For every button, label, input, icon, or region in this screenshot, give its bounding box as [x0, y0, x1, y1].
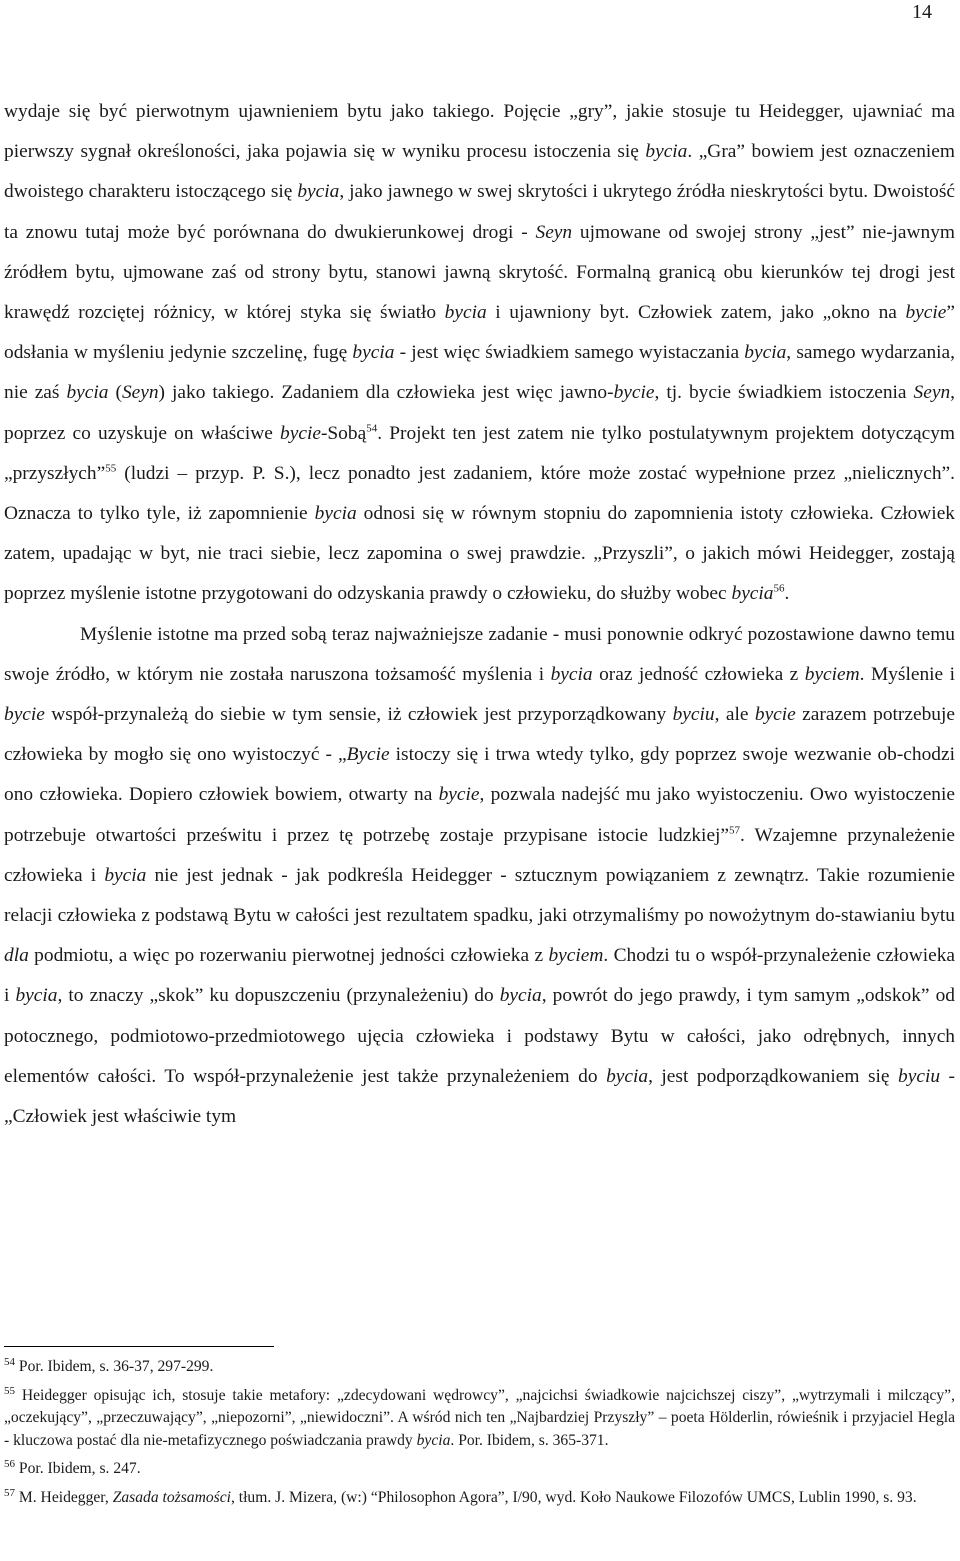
italic-run: Zasada tożsamości [112, 1488, 231, 1506]
footnote-text: Por. Ibidem, s. 247. [15, 1460, 141, 1478]
text-run: ujmowane od swojej strony „jest” nie-jawnym źródłem bytu, ujmowane zaś od strony bytu, stanowi jawną skrytość. Formalną granicą obu kierunków tej drogi jest krawędź rozciętej różnicy, w której styka się światło [4, 221, 955, 324]
italic-run: bycia [297, 181, 340, 203]
text-run: . „Gra” bowiem jest oznaczeniem dwoistego charakteru istoczącego się [4, 141, 955, 203]
italic-run: dla [4, 945, 29, 967]
text-run: -Sobą [320, 422, 367, 444]
italic-run: Seyn [913, 382, 951, 404]
italic-run: bycie [280, 422, 321, 444]
text-run: ) jako takiego. Zadaniem dla człowieka jest więc jawno- [158, 382, 614, 404]
italic-run: bycia [606, 1065, 649, 1087]
footnote-56 [4, 1458, 955, 1481]
text-run: ” odsłania w myśleniu jedynie szczelinę, fugę [4, 302, 955, 364]
italic-run: bycia [645, 141, 688, 163]
text-run: , powrót do jego prawdy, i tym samym „odskok” od potocznego, podmiotowo-przedmiotowego ujęcia człowieka i podstawy Bytu w całości, jako odrębnych, innych elementów całości. To współ-przynależenie jest także przynależeniem do [4, 985, 955, 1087]
paragraph-2 [4, 615, 955, 1138]
text-run: . Chodzi tu o współ-przynależenie człowieka i [4, 945, 955, 1007]
text-run: nie jest jednak - jak podkreśla Heidegger - sztucznym powiązaniem z zewnątrz. Takie rozumienie relacji człowieka z podstawą Bytu w całości jest rezultatem spadku, jaki otrzymaliśmy po nowożytnym do-stawianiu bytu [4, 864, 955, 927]
italic-run: bycia [731, 583, 774, 605]
text-run: i ujawniony byt. Człowiek zatem, jako „okno na [486, 302, 906, 324]
text-run: istoczy się i trwa wtedy tylko, gdy poprzez swoje wezwanie ob-chodzi ono człowieka. Dopiero człowiek bowiem, otwarty na [4, 744, 955, 806]
text-run: , to znaczy „skok” ku dopuszczeniu (przynależeniu) do [57, 985, 500, 1007]
italic-run: bycie [905, 302, 947, 324]
italic-run: byciu [672, 704, 715, 726]
italic-run: bycia [499, 985, 542, 1007]
text-run: , jako jawnego w swej skrytości i ukrytego źródła nieskrytości bytu. Dwoistość ta znowu tutaj może [4, 181, 955, 243]
italic-run: bycie [613, 382, 655, 404]
text-run: , ale [714, 704, 755, 726]
footnote-text: Heidegger opisując ich, stosuje takie metafory: „zdecydowani wędrowcy”, „najcichsi świadkowie najcichszej ciszy”, „wytrzymali i milczący”, „oczekujący”, „przeczuwający”, „niepozorni”, „niewidoczni”. A wśród nich ten „Najbardziej Przyszły” – poeta Hölderlin, rówieśnik i przyjaciel Hegla - kluczowa postać dla nie-metafizycznego poświadczania prawdy [4, 1386, 955, 1449]
footnote-separator [4, 1346, 274, 1347]
italic-run: bycia [15, 985, 58, 1007]
text-run: , tj. bycie świadkiem istoczenia [654, 382, 914, 404]
paragraph-1 [4, 92, 955, 615]
text-run: - jest więc świadkiem samego wyistaczania [394, 342, 745, 364]
footnote-54 [4, 1356, 955, 1379]
text-run: ( [108, 382, 122, 404]
italic-run: byciem [804, 663, 860, 685]
footnote-number: 56 [4, 1458, 15, 1471]
footnote-text: Por. Ibidem, s. 36-37, 297-299. [15, 1358, 214, 1375]
italic-run: byciem [548, 945, 604, 967]
text-run: . [784, 583, 790, 605]
italic-run: bycie [438, 784, 480, 806]
footnote-ref-56[interactable]: 56 [773, 582, 785, 595]
footnote-ref-57[interactable]: 57 [729, 824, 741, 837]
italic-run: bycia [66, 382, 109, 404]
italic-run: bycia [314, 503, 357, 525]
text-run: współ-przynależą do siebie w tym sensie, iż człowiek jest przyporządkowany [44, 704, 673, 726]
italic-run: bycia [352, 342, 395, 364]
footnote-57 [4, 1487, 955, 1510]
text-run: , pozwala nadejść mu jako wyistoczeniu. Owo wyistoczenie potrzebuje otwartości prześwitu i przez tę potrzebę zostaje przypisane istocie ludzkiej” [4, 784, 955, 846]
text-run: Myślenie istotne ma przed sobą teraz najważniejsze zadanie - musi ponownie odkryć pozostawione dawno temu swoje źródło, w którym nie została naruszona tożsamość myślenia i [4, 623, 955, 685]
italic-run: byciu [898, 1065, 941, 1087]
text-run: oraz jedność człowieka z [592, 663, 805, 685]
text-run: zarazem potrzebuje człowieka by mogło się ono wyistoczyć - „ [4, 704, 955, 766]
text-run: , poprzez co uzyskuje on właściwe [4, 382, 955, 444]
italic-run: bycia [744, 342, 787, 364]
text-run: być porównana do dwukierunkowej drogi - [169, 221, 536, 243]
italic-run: bycia [416, 1431, 451, 1449]
footnote-number: 55 [4, 1384, 15, 1397]
footnote-number: 57 [4, 1486, 15, 1499]
footnote-number: 54 [4, 1355, 15, 1368]
text-run: . Wzajemne przynależenie człowieka i [4, 824, 955, 886]
italic-run: bycia [550, 663, 593, 685]
italic-run: bycia [104, 864, 147, 886]
footnote-text: . Por. Ibidem, s. 365-371. [450, 1431, 609, 1449]
footnote-ref-55[interactable]: 55 [105, 462, 117, 475]
footnote-text: , tłum. J. Mizera, (w:) “Philosophon Agora”, I/90, wyd. Koło Naukowe Filozofów UMCS, Lublin 1990, s. 93. [230, 1488, 917, 1506]
main-text [4, 92, 955, 1137]
text-run: odnosi się w równym stopniu do zapomnienia istoty człowieka. Człowiek zatem, upadając w byt, nie traci siebie, lecz zapomina o swej prawdzie. „Przyszli”, o jakich mówi Heidegger, zostają poprzez myślenie istotne przygotowani do odzyskania prawdy o człowieku, do służby wobec [4, 503, 955, 605]
text-run: - „Człowiek jest właściwie tym [4, 1065, 955, 1128]
italic-run: Bycie [346, 744, 390, 766]
footnote-text: M. Heidegger, [15, 1488, 113, 1506]
italic-run: Seyn [535, 221, 573, 243]
text-run: , jest podporządkowaniem się [648, 1065, 899, 1087]
italic-run: bycie [4, 704, 45, 726]
text-run: . Myślenie i [859, 663, 955, 685]
italic-run: bycie [754, 704, 796, 726]
text-run: wydaje się być pierwotnym ujawnieniem bytu jako takiego. Pojęcie „gry”, jakie stosuje tu Heidegger, ujawniać ma pierwszy sygnał określoności, jaka pojawia się w wyniku procesu istoczenia się [4, 101, 955, 163]
page-number: 14 [912, 1, 932, 23]
italic-run: Seyn [121, 382, 159, 404]
text-run: . Projekt ten jest zatem nie tylko postulatywnym projektem dotyczącym „przyszłych” [4, 422, 955, 484]
italic-run: bycia [444, 302, 487, 324]
footnote-55 [4, 1385, 955, 1453]
text-run: (ludzi – przyp. P. S.), lecz ponadto jest zadaniem, które może zostać wypełnione przez „nielicznych”. Oznacza to tylko tyle, iż zapomnienie [4, 462, 955, 525]
text-run: podmiotu, a więc po rozerwaniu pierwotnej jedności człowieka z [28, 945, 549, 967]
footnote-ref-54[interactable]: 54 [366, 422, 378, 435]
footnotes [4, 1356, 955, 1510]
text-run: , samego wydarzania, nie zaś [4, 342, 955, 404]
